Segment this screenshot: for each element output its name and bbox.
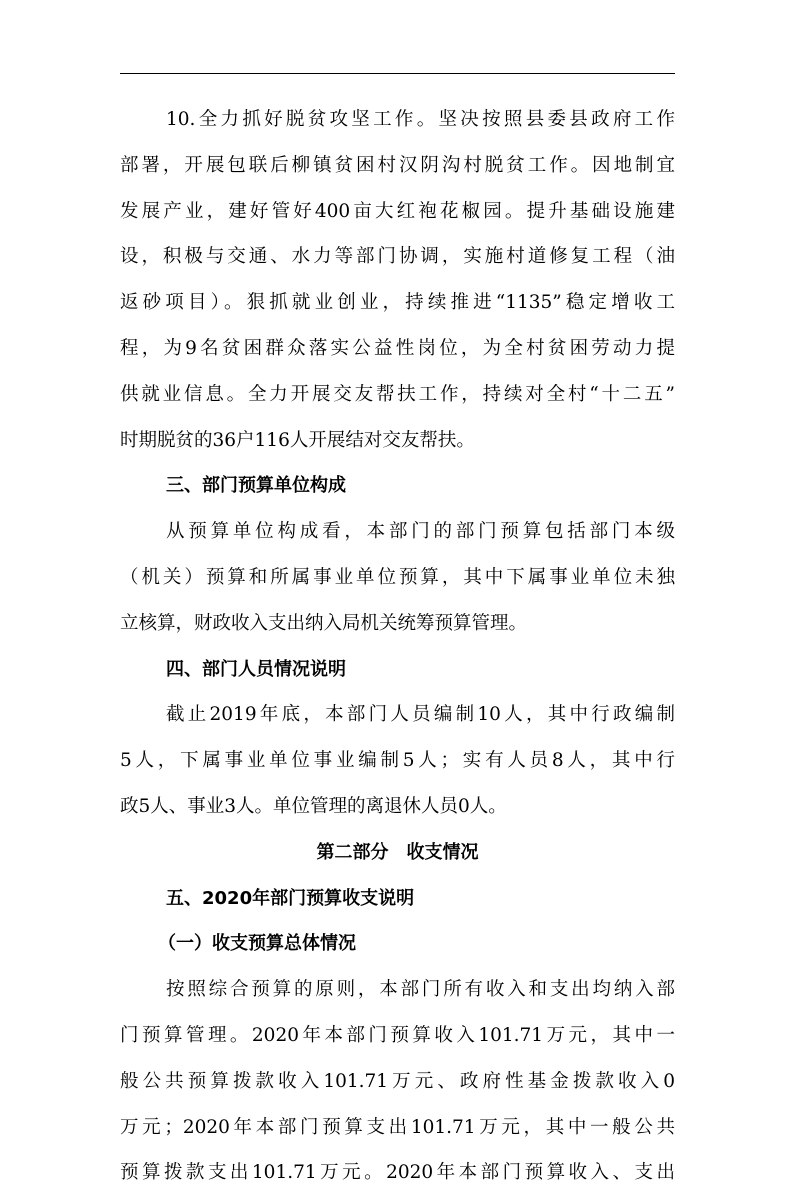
paragraph-line: 10.全力抓好脱贫攻坚工作。坚决按照县委县政府工作	[166, 109, 675, 130]
paragraph-line: 5人，下属事业单位事业编制5人；实有人员8人，其中行	[120, 750, 675, 772]
part-title: 第二部分 收支情况	[316, 841, 479, 863]
paragraph-line: （机关）预算和所属事业单位预算，其中下属事业单位未独	[120, 566, 675, 588]
paragraph-line: 按照综合预算的原则，本部门所有收入和支出均纳入部	[166, 979, 675, 1001]
paragraph-line: 从预算单位构成看，本部门的部门预算包括部门本级	[166, 521, 675, 543]
header-rule	[120, 73, 675, 74]
document-body	[120, 97, 675, 1196]
paragraph-line: 截止2019年底，本部门人员编制10人，其中行政编制	[166, 704, 675, 726]
section-heading: 五、2020年部门预算收支说明	[166, 887, 415, 909]
subsection-heading: （一）收支预算总体情况	[158, 933, 356, 955]
paragraph-line: 立核算，财政收入支出纳入局机关统筹预算管理。	[120, 612, 528, 634]
paragraph-line: 发展产业，建好管好400亩大红袍花椒园。提升基础设施建	[120, 200, 675, 222]
paragraph-line: 设，积极与交通、水力等部门协调，实施村道修复工程（油	[120, 246, 675, 268]
paragraph-line: 预算拨款支出101.71万元。2020年本部门预算收入、支出	[120, 1162, 675, 1184]
paragraph-line: 政5人、事业3人。单位管理的离退休人员0人。	[120, 795, 507, 817]
section-heading: 三、部门预算单位构成	[166, 475, 346, 497]
paragraph-line: 返砂项目）。狠抓就业创业，持续推进“1135”稳定增收工	[120, 292, 675, 314]
paragraph-line: 时期脱贫的36户116人开展结对交友帮扶。	[120, 429, 475, 451]
paragraph-line: 供就业信息。全力开展交友帮扶工作，持续对全村“十二五”	[120, 383, 675, 405]
section-heading: 四、部门人员情况说明	[166, 658, 346, 680]
paragraph-line: 般公共预算拨款收入101.71万元、政府性基金拨款收入0	[120, 1070, 675, 1092]
paragraph-line: 门预算管理。2020年本部门预算收入101.71万元，其中一	[120, 1024, 675, 1046]
paragraph-line: 万元；2020年本部门预算支出101.71万元，其中一般公共	[120, 1116, 675, 1138]
paragraph-line: 程，为9名贫困群众落实公益性岗位，为全村贫困劳动力提	[120, 337, 675, 359]
paragraph-line: 部署，开展包联后柳镇贫困村汉阴沟村脱贫工作。因地制宜	[120, 154, 675, 176]
